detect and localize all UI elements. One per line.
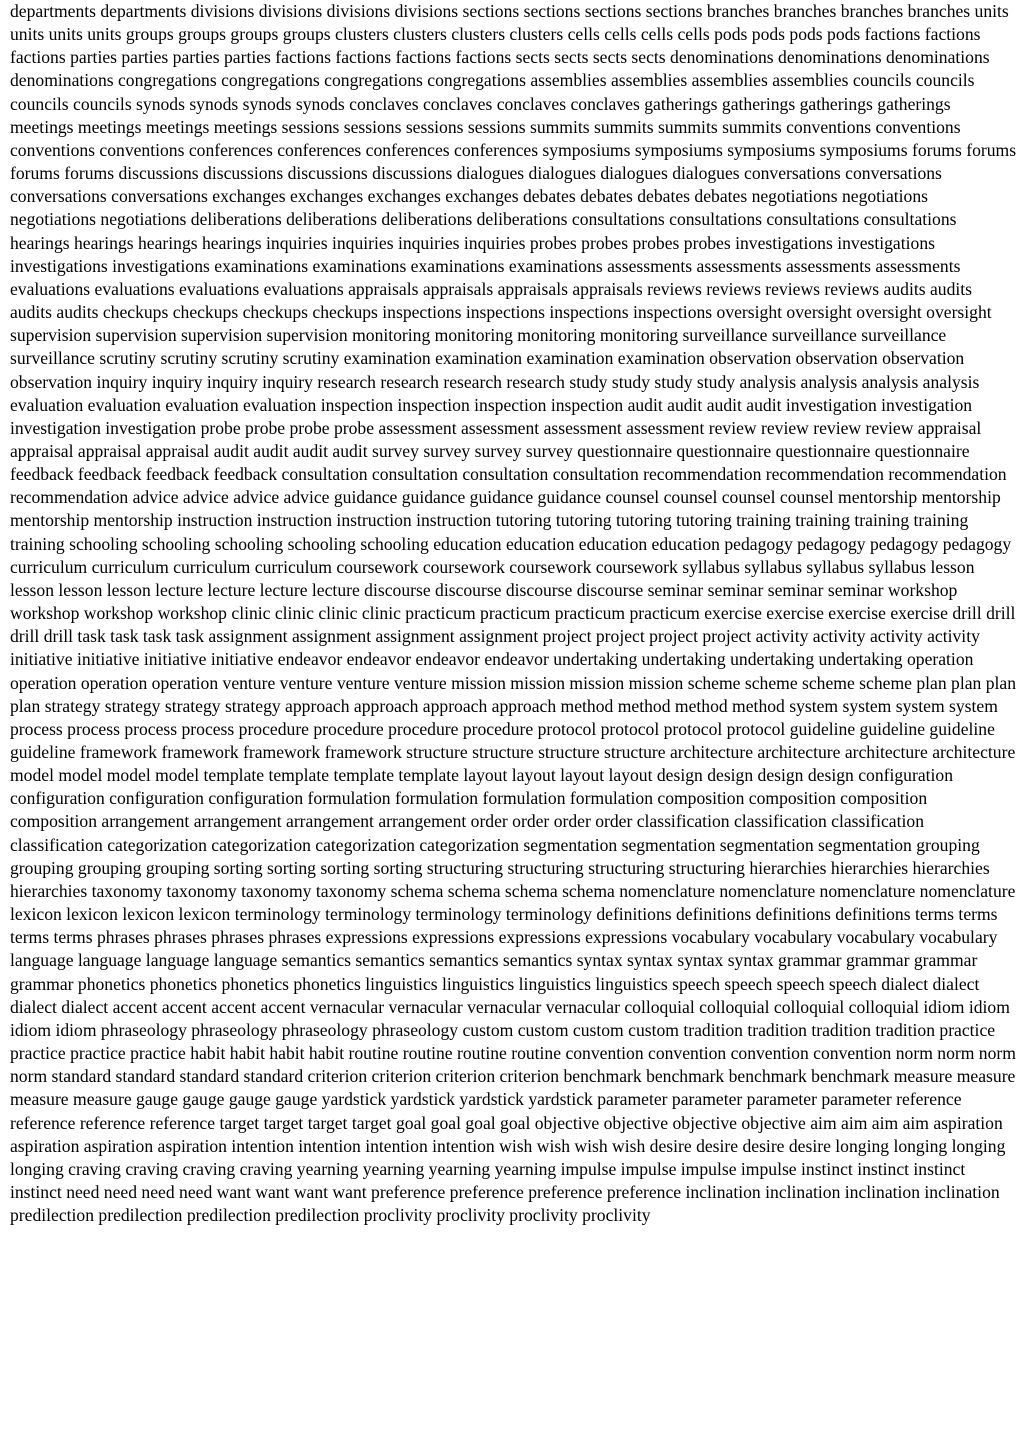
body-text: departments departments divisions divisions divisions divisions sections sections sections sections branches branches branches branches units units units units groups groups groups groups clusters clusters clusters clusters cells cells cells cells pods pods pods pods factions factions factions parties parties parties parties factions factions factions factions sects sects sects sects denominations denominations denominations denominations congregations congregations congregations congregations assemblies assemblies assemblies assemblies councils councils councils councils synods synods synods synods conclaves conclaves conclaves conclaves gatherings gatherings gatherings gatherings meetings meetings meetings meetings sessions sessions sessions sessions summits summits summits summits conventions conventions conventions conventions conferences conferences conferences conferences symposiums symposiums symposiums symposiums forums forums forums forums discussions discussions discussions discussions dialogues dialogues dialogues dialogues conversations conversations conversations conversations exchanges exchanges exchanges exchanges debates debates debates debates negotiations negotiations negotiations negotiations deliberations deliberations deliberations deliberations consultations consultations consultations consultations hearings hearings hearings hearings inquiries inquiries inquiries inquiries probes probes probes probes investigations investigations investigations investigations examinations examinations examinations examinations assessments assessments assessments assessments evaluations evaluations evaluations evaluations appraisals appraisals appraisals appraisals reviews reviews reviews reviews audits audits audits audits checkups checkups checkups checkups inspections inspections inspections inspections oversight oversight oversight oversight supervision supervision supervision supervision monitoring monitoring monitoring monitoring surveillance surveillance surveillance surveillance scrutiny scrutiny scrutiny scrutiny examination examination examination examination observation observation observation observation inquiry inquiry inquiry inquiry research research research research study study study study analysis analysis analysis analysis evaluation evaluation evaluation evaluation inspection inspection inspection inspection audit audit audit audit investigation investigation investigation investigation probe probe probe probe assessment assessment assessment assessment review review review review appraisal appraisal appraisal appraisal audit audit audit audit survey survey survey survey questionnaire questionnaire questionnaire questionnaire feedback feedback feedback feedback consultation consultation consultation consultation recommendation recommendation recommendation recommendation advice advice advice advice guidance guidance guidance guidance counsel counsel counsel counsel mentorship mentorship mentorship mentorship instruction instruction instruction instruction tutoring tutoring tutoring tutoring training training training training training schooling schooling schooling schooling schooling education education education education pedagogy pedagogy pedagogy pedagogy curriculum curriculum curriculum curriculum coursework coursework coursework coursework syllabus syllabus syllabus syllabus lesson lesson lesson lesson lecture lecture lecture lecture discourse discourse discourse discourse seminar seminar seminar seminar workshop workshop workshop workshop clinic clinic clinic clinic practicum practicum practicum practicum exercise exercise exercise exercise drill drill drill drill task task task task assignment assignment assignment assignment project project project project activity activity activity activity initiative initiative initiative initiative endeavor endeavor endeavor endeavor undertaking undertaking undertaking undertaking operation operation operation operation venture venture venture venture mission mission mission mission scheme scheme scheme scheme plan plan plan plan strategy strategy strategy strategy approach approach approach approach method method method method system system system system process process process process procedure procedure procedure procedure protocol protocol protocol protocol guideline guideline guideline guideline framework framework framework framework structure structure structure structure architecture architecture architecture architecture model model model model template template template template layout layout layout layout design design design design configuration configuration configuration configuration formulation formulation formulation formulation composition composition composition composition arrangement arrangement arrangement arrangement order order order order classification classification classification classification categorization categorization categorization categorization segmentation segmentation segmentation segmentation grouping grouping grouping grouping sorting sorting sorting sorting structuring structuring structuring structuring hierarchies hierarchies hierarchies hierarchies taxonomy taxonomy taxonomy taxonomy schema schema schema schema nomenclature nomenclature nomenclature nomenclature lexicon lexicon lexicon lexicon terminology terminology terminology terminology definitions definitions definitions definitions terms terms terms terms phrases phrases phrases phrases expressions expressions expressions expressions vocabulary vocabulary vocabulary vocabulary language language language language semantics semantics semantics semantics syntax syntax syntax syntax grammar grammar grammar grammar phonetics phonetics phonetics phonetics linguistics linguistics linguistics linguistics speech speech speech speech dialect dialect dialect dialect accent accent accent accent vernacular vernacular vernacular vernacular colloquial colloquial colloquial colloquial idiom idiom idiom idiom phraseology phraseology phraseology phraseology custom custom custom custom tradition tradition tradition tradition practice practice practice practice habit habit habit habit routine routine routine routine convention convention convention convention norm norm norm norm standard standard standard standard criterion criterion criterion criterion benchmark benchmark benchmark benchmark measure measure measure measure gauge gauge gauge gauge yardstick yardstick yardstick yardstick parameter parameter parameter parameter reference reference reference reference target target target target goal goal goal goal objective objective objective objective aim aim aim aim aspiration aspiration aspiration aspiration intention intention intention intention wish wish wish wish desire desire desire desire longing longing longing longing craving craving craving craving yearning yearning yearning yearning impulse impulse impulse impulse instinct instinct instinct instinct need need need need want want want want preference preference preference preference inclination inclination inclination inclination predilection predilection predilection predilection proclivity proclivity proclivity proclivity (10, 1, 1017, 1226)
